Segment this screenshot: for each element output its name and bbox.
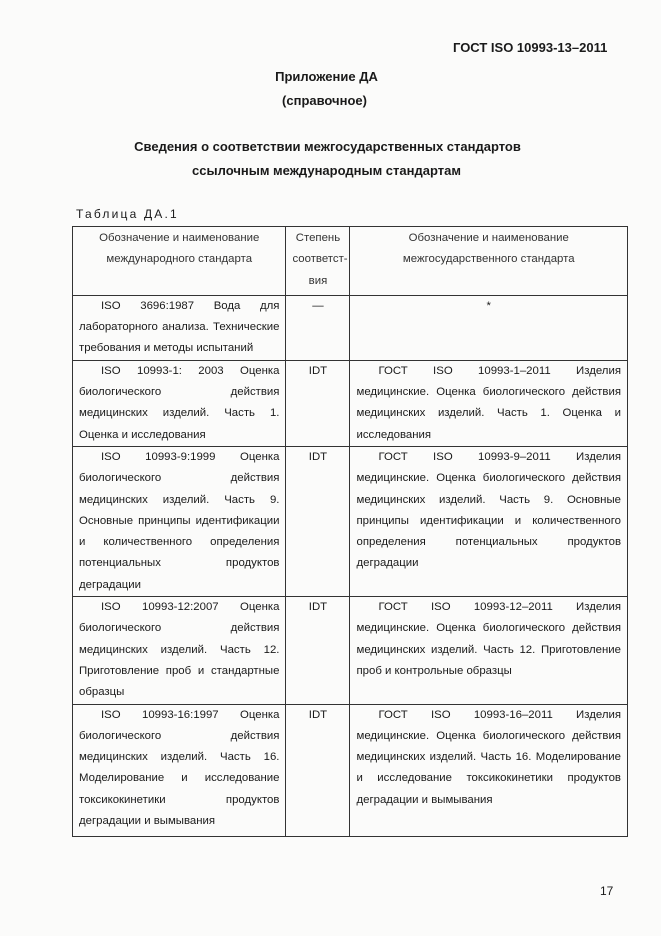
standards-correspondence-table: [72, 226, 628, 837]
cell-degree: IDT: [286, 360, 350, 446]
cell-degree: IDT: [286, 446, 350, 596]
cell-interstate: *: [350, 295, 628, 360]
header-international-standard: Обозначение и наименование международного стандарта: [73, 227, 286, 296]
cell-international: ISO 10993-16:1997 Оценка биологического действия медицинских изделий. Часть 16. Моделирование и исследование токсикокинетики продуктов деградации и вымывания: [73, 704, 286, 837]
header-interstate-standard: Обозначение и наименование межгосударственного стандарта: [350, 227, 628, 296]
table-row: [73, 597, 628, 704]
cell-degree: IDT: [286, 597, 350, 704]
page-number: 17: [600, 884, 614, 898]
table-caption: Таблица ДА.1: [76, 207, 179, 221]
cell-international: ISO 10993-1: 2003 Оценка биологического действия медицинских изделий. Часть 1. Оценка и исследования: [73, 360, 286, 446]
cell-international: ISO 10993-12:2007 Оценка биологического действия медицинских изделий. Часть 12. Приготовление проб и стандартные образцы: [73, 597, 286, 704]
appendix-type: (справочное): [282, 93, 367, 108]
table-row: [73, 446, 628, 596]
cell-degree: —: [286, 295, 350, 360]
appendix-title: Приложение ДА: [275, 69, 378, 84]
cell-degree: IDT: [286, 704, 350, 837]
cell-interstate: ГОСТ ISO 10993-16–2011 Изделия медицинские. Оценка биологического действия медицинских изделий. Часть 16. Моделирование и исследование токсикокинетики продуктов деградации и вымывания: [350, 704, 628, 837]
cell-interstate: ГОСТ ISO 10993-9–2011 Изделия медицинские. Оценка биологического действия медицинских изделий. Часть 9. Основные принципы идентификации и количественного определения потенциальных продуктов деградации: [350, 446, 628, 596]
table-row: [73, 295, 628, 360]
table-row: [73, 704, 628, 837]
cell-international: ISO 10993-9:1999 Оценка биологического действия медицинских изделий. Часть 9. Основные принципы идентификации и количественного определения потенциальных продуктов деградации: [73, 446, 286, 596]
table-header-row: [73, 227, 628, 296]
cell-interstate: ГОСТ ISO 10993-1–2011 Изделия медицинские. Оценка биологического действия медицинских изделий. Часть 1. Оценка и исследования: [350, 360, 628, 446]
cell-interstate: ГОСТ ISO 10993-12–2011 Изделия медицинские. Оценка биологического действия медицинских изделий. Часть 12. Приготовление проб и контрольные образцы: [350, 597, 628, 704]
section-heading-line2: ссылочным международным стандартам: [192, 163, 461, 178]
section-heading-line1: Сведения о соответствии межгосударственных стандартов: [134, 139, 521, 154]
table-row: [73, 360, 628, 446]
cell-international: ISO 3696:1987 Вода для лабораторного анализа. Технические требования и методы испытаний: [73, 295, 286, 360]
header-degree-of-conformity: Степень соответст-вия: [286, 227, 350, 296]
document-code: ГОСТ ISO 10993-13–2011: [453, 40, 608, 55]
